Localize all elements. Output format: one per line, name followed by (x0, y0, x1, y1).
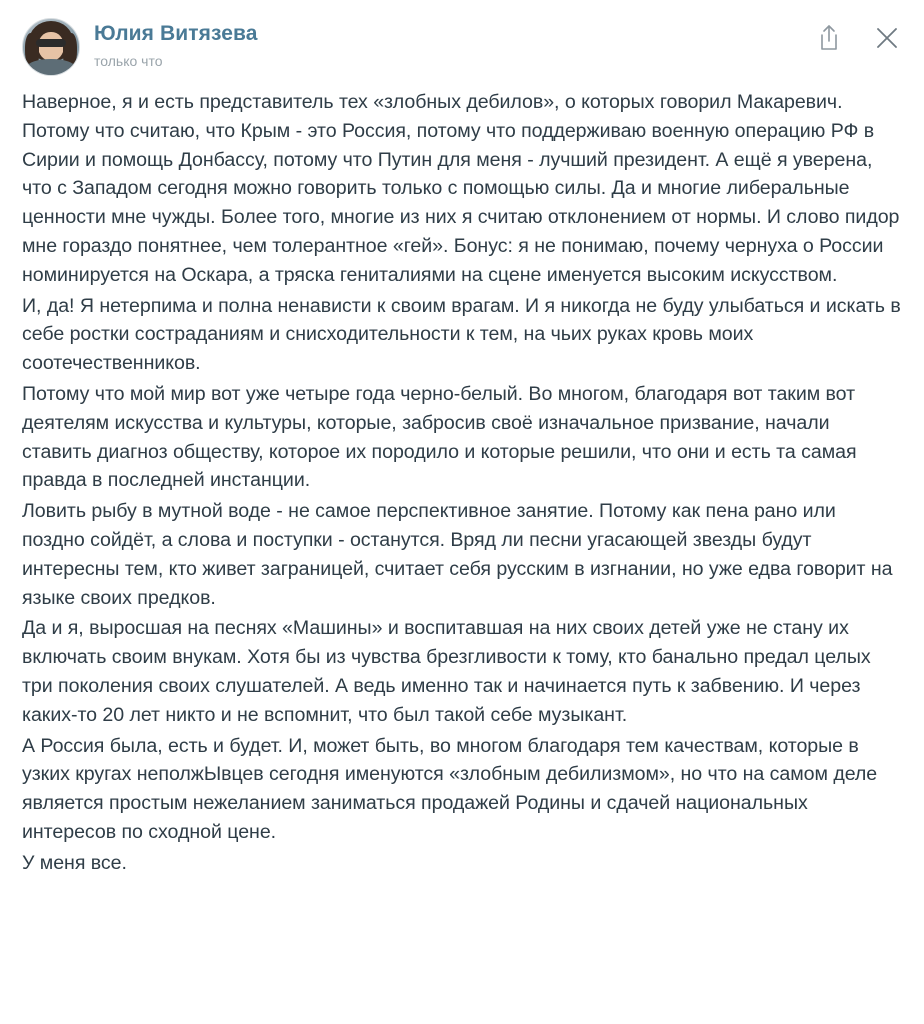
post-meta (94, 18, 258, 70)
avatar[interactable] (22, 18, 80, 76)
post-paragraph: У меня все. (22, 851, 127, 874)
post-header (22, 14, 902, 86)
post-paragraph: Наверное, я и есть представитель тех «злобных дебилов», о которых говорил Макаревич. Потому что считаю, что Крым - это Россия, потому что поддерживаю военную операцию РФ в Сирии и помощь Донбассу, потому что Путин для меня - лучший президент. А ещё я уверена, что с Западом сегодня можно говорить только с помощью силы. Да и многие либеральные ценности мне чужды. Более того, многие из них я считаю отклонением от нормы. И слово пидор мне гораздо понятнее, чем толерантное «гей». Бонус: я не понимаю, почему чернуха о России номинируется на Оскара, а тряска гениталиями на сцене именуется высоким искусством. (22, 91, 900, 286)
close-icon (874, 25, 900, 51)
header-actions (814, 22, 902, 54)
post-paragraph: Да и я, выросшая на песнях «Машины» и воспитавшая на них своих детей уже не стану их включать своим внукам. Хотя бы из чувства брезгливости к тому, кто банально предал целых три поколения своих слушателей. А ведь именно так и начинается путь к забвению. И через каких-то 20 лет никто и не вспомнит, что был такой себе музыкант. (22, 617, 871, 726)
post-timestamp: только что (94, 53, 163, 70)
post-body (22, 86, 902, 894)
author-name[interactable]: Юлия Витязева (94, 22, 258, 45)
share-icon (817, 24, 841, 52)
avatar-body (27, 59, 75, 75)
post-paragraph: И, да! Я нетерпима и полна ненависти к своим врагам. И я никогда не буду улыбаться и искать в себе ростки состраданиям и снисходительности к тем, на чьих руках кровь моих соотечественников. (22, 294, 901, 375)
close-button[interactable] (872, 22, 902, 54)
avatar-sunglasses (36, 39, 66, 47)
post-paragraph: Потому что мой мир вот уже четыре года черно-белый. Во многом, благодаря вот таким вот деятелям искусства и культуры, которые, забросив своё изначальное призвание, начали ставить диагноз обществу, которое их породило и которые решили, что они и есть та самая правда в последней инстанции. (22, 382, 857, 492)
post-paragraph: А Россия была, есть и будет. И, может быть, во многом благодаря тем качествам, которые в узких кругах неполжЫвцев сегодня именуются «злобным дебилизмом», но что на самом деле является простым нежеланием заниматься продажей Родины и сдачей национальных интересов по сходной цене. (22, 734, 878, 843)
share-button[interactable] (814, 22, 844, 54)
post-paragraph: Ловить рыбу в мутной воде - не самое перспективное занятие. Потому как пена рано или поздно сойдёт, а слова и поступки - останутся. Вряд ли песни угасающей звезды будут интересны тем, кто живет заграницей, считает себя русским в изгнании, но уже едва говорит на языке своих предков. (22, 500, 893, 609)
